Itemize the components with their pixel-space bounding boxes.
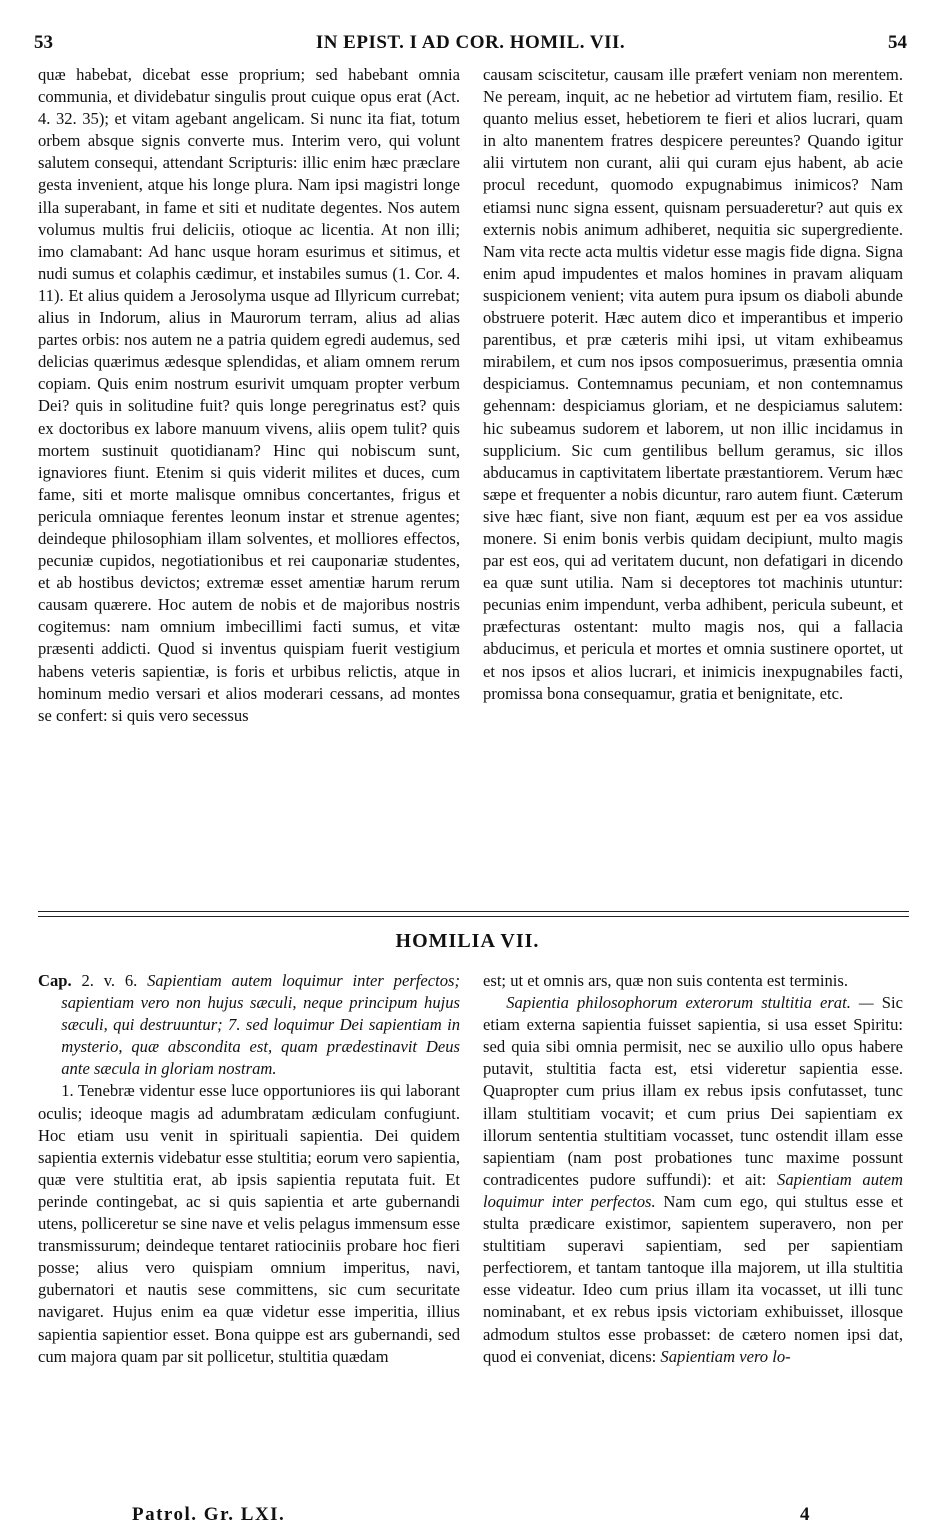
- chapter-verse-block: [38, 970, 460, 1080]
- upper-right-column: [483, 64, 903, 705]
- cap-text: Sapientiam autem loquimur inter perfectos; sapientiam vero non hujus sæculi, neque principum hujus sæculi, qui destruuntur; 7. sed loquimur Dei sapientiam in mysterio, quæ abscondita est, quam prædestinavit Deus ante sæcula in gloriam nostram.: [61, 971, 461, 1079]
- body-text-b: Nam cum ego, qui stultus esse et stulta prædicare existimor, sapientem superavero, non per stultitiam superavi sapientiam, sed per sapientiam perfectiorem, et tantam tantoque illa majorem, ut illa stultitia esse videatur. Ideo cum prius illam ita vocasset, ut illi tunc nominabant, et ex rebus ipsis victoriam exhibuisset, illosque admodum stultos esse probasset: de cætero nomen ipsi dat, quod ei conveniat, dicens:: [483, 1191, 903, 1366]
- running-header: [34, 32, 907, 58]
- cap-label: Cap.: [38, 971, 72, 990]
- side-heading: Sapientia philosophorum exterorum stultitia erat. —: [506, 993, 874, 1013]
- homily-title: HOMILIA VII.: [395, 930, 540, 952]
- quote-text: Sapientiam autem loquimur inter perfectos.: [483, 1169, 903, 1211]
- section-rule-thin: [38, 916, 909, 917]
- lower-right-column: [483, 970, 903, 1368]
- upper-right-text: causam sciscitetur, causam ille præfert veniam non merentem. Ne peream, inquit, ac ne hebetior ad virtutem fiam, resilio. Et quanto melius esset, hebetiorem te fieri et alios lucrari, quam in alto manentem fratres despicere pereuntes? Quando igitur alii virtutem non curant, alii qui curam ejus habent, ab acie procul recedunt, quomodo expugnabimus inimicos? Nam etiamsi nunc signa essent, quisnam persuaderetur? aut quis ex externis nobis animum adhiberet, nequitia sic supergrediente. Nam vita recte acta multis videtur esse magis fide digna. Signa enim apud impudentes et malos homines in pravam aliquam suspicionem venient; vita autem pura ipsum os diaboli abunde obstruere poterit. Hæc autem dico et imperantibus et imperio parentibus, et præ cæteris mihi ipsi, ut vitam exhibeamus mirabilem, et cum nos ipsos composuerimus, præsentia omnia despiciamus. Contemnamus pecuniam, et non contemnamus gehennam: despiciamus gloriam, et ne despiciamus salutem: hic subeamus sudorem et laborem, ut non illic incidamus in supplicium. Sic cum gentilibus bellum geramus, sic illos abducamus in captivitatem libertate præstantiorem. Verum hæc sæpe et frequenter a nobis dicuntur, raro autem fiunt. Cæterum sive hæc fiant, sive non fiant, æquum est per ea vos assidue monere. Si enim bonis verbis quidam decipiunt, multo magis par est eos, qui ad veritatem ducunt, non defatigari in dicendo ea quæ sunt utilia. Nam si deceptores tot machinis utuntur: pecunias enim impendunt, verba adhibent, pericula subeunt, et præfecturas ostentant: multo magis nos, qui a fallacia abducimus, et pericula et mortes et omnia sustinere oportet, ut et nos ipsos et alios lucrari, et inimicis inexpugnabiles facti, promissa bona consequamur, gratia et benignitate, etc.: [483, 65, 903, 703]
- quote-end: Sapientiam vero lo-: [660, 1346, 791, 1366]
- paragraph-1: 1. Tenebræ videntur esse luce opportuniores iis qui laborant oculis; ideoque magis ad adumbratam ædiculam confugiunt. Hoc etiam usu venit in spirituali sapientia. Dei quidem sapientia externis videbatur esse stultitia; eorum vero sapientia, quæ vere stultitia erat, ab ipsis sapientia reputata fuit. Et perinde contingebat, ac si quis sapientia et arte gubernandi utens, polliceretur se sine nave et velis pelagus immensum esse transmissurum; deindeque tentaret ratiociniis probare hoc fieri posse; alius vero quispiam omnium imperitus, navi, gubernatori et nautis sese committens, sic cum securitate navigaret. Hujus enim ea quæ videtur esse imperitia, illius sapientia sapientior esset. Bona quippe est ars gubernandi, sed cum majora quam par sit pollicetur, stultitia quædam: [38, 1081, 460, 1366]
- page-number-right: 54: [888, 32, 907, 53]
- upper-left-text: quæ habebat, dicebat esse proprium; sed habebant omnia communia, et dividebatur singulis prout cuique opus erat (Act. 4. 32. 35); et vitam agebant angelicam. Si nunc ita fiat, totum orbem absque signis converte mus. Interim vero, qui volunt salutem consequi, attendant Scripturis: illic enim hæc præclare gesta invenient, atque his longe plura. Nam ipsi magistri longe illa superabant, in fame et siti et nuditate degentes. Nos autem volumus multis frui deliciis, otioque ac licentia. At non illi; imo clamabant: Ad hanc usque horam esurimus et sitimus, et nudi sumus et colaphis cædimur, et instabiles sumus (1. Cor. 4. 11). Et alius quidem a Jerosolyma usque ad Illyricum currebat; alius in Indorum, alius in Maurorum terram, alius ad alias partes orbis: nos autem ne a patria quidem egredi audemus, sed delicias quærimus ædesque splendidas, et aliam omnem rerum copiam. Quis enim nostrum esurivit umquam propter verbum Dei? quis in solitudine fuit? quis longe peregrinatus est? quis ex doctoribus ex labore manuum vivens, aliis opem tulit? quis mortem sustinuit quotidianam? Hinc qui nobiscum sunt, ignaviores fiunt. Etenim si quis viderit milites et duces, cum fame, siti et morte malisque omnibus concertantes, frigus et pericula omniaque ferentes leonum instar et strenue agentes; deindeque philosophiam illam solventes, et molliores effectos, pecuniæ cupidos, negotiationibus et rei cauponariæ studentes, et ab hostibus devictos; extremæ esset amentiæ harum rerum causam quærere. Hoc autem de nobis et de majoribus nostris cogitemus: nam omnium imbecillimi facti sumus, et vitæ præsenti addicti. Quod si inventus quispiam fuerit vestigium habens veteris sapientiæ, is foris et urbibus relictis, atque in hominum medio versari et alios moderari cessans, ad montes se confert: si quis vero secessus: [38, 65, 460, 725]
- side-heading-paragraph: [483, 992, 903, 1368]
- page-number-left: 53: [34, 32, 53, 53]
- section-rule: [38, 911, 909, 912]
- footer-series: Patrol. Gr. LXI.: [132, 1504, 286, 1525]
- running-title: IN EPIST. I AD COR. HOMIL. VII.: [315, 32, 626, 53]
- upper-left-column: [38, 64, 460, 727]
- footer-signature: 4: [800, 1504, 810, 1525]
- body-text-a: Sic etiam externa sapientia fuisset sapientia, si usa esset Spiritu: sed quia sibi omnia permisit, nec se auxilio ullo opus habere putavit, stultitia facta est, etsi videretur sapientia esse. Quapropter cum prius illam ex rebus ipsis confutasset, tunc illam stultitiam vocavit; et cum prius Dei sapientiam ex illorum sententia stultitiam vocasset, tunc ostendit illam esse sapientiam (nam post probationes tunc maxime possunt contradicentes pudore suffundi): et ait:: [483, 993, 903, 1189]
- continuation-text: est; ut et omnis ars, quæ non suis contenta est terminis.: [483, 971, 849, 990]
- cap-ref: 2. v. 6.: [81, 971, 138, 990]
- lower-left-column: [38, 970, 460, 1368]
